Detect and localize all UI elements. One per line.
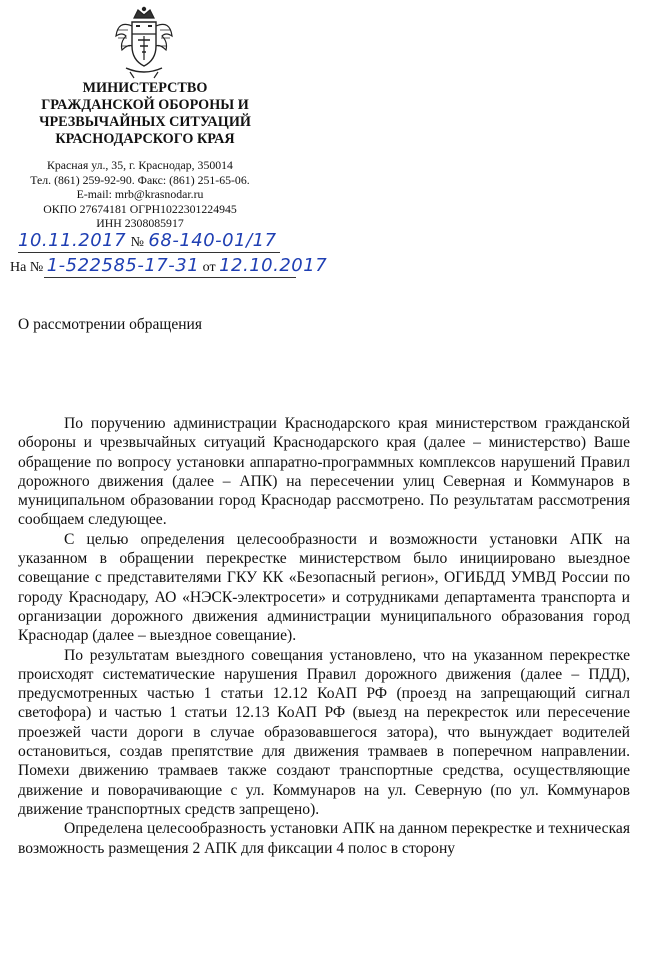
incoming-date: 12.10.2017 <box>219 255 328 276</box>
ministry-contacts <box>8 158 272 231</box>
body-paragraph: По поручению администрации Краснодарского края министерством гражданской обороны и чрезвычайных ситуаций Краснодарского края (далее – министерство) Ваше обращение по вопросу установки аппаратно-программных комплексов нарушений Правил дорожного движения (далее – АПК) на пересечении улиц Северная и Коммунаров в муниципальном образовании город Краснодар рассмотрено. По результатам рассмотрения сообщаем следующее. <box>18 415 630 529</box>
inn-line: ИНН 2308085917 <box>96 216 184 231</box>
address-line: Красная ул., 35, г. Краснодар, 350014 <box>47 158 233 172</box>
outgoing-underline <box>18 252 280 253</box>
ministry-name-line: МИНИСТЕРСТВО <box>82 80 208 96</box>
incoming-from-label: от <box>202 260 216 275</box>
outgoing-number: 68-140-01/17 <box>148 230 277 251</box>
body-paragraph: С целью определения целесообразности и возможности установки АПК на указанном в обращении перекрестке министерством было инициировано выездное совещание с представителями ГКУ КК «Безопасный регион», ОГИБДД УМВД России по городу Краснодару, АО «НЭСК-электросети» и сотрудниками департамента транспорта и организации дорожного движения администрации муниципального образования город Краснодар (далее – выездное совещание). <box>18 530 630 645</box>
letter-body <box>18 414 630 858</box>
incoming-underline <box>44 277 296 278</box>
body-paragraph: Определена целесообразность установки АПК на данном перекрестке и техническая возможность размещения 2 АПК для фиксации 4 полос в сторону <box>18 820 630 857</box>
ministry-name-line: ГРАЖДАНСКОЙ ОБОРОНЫ И <box>41 97 249 113</box>
okpo-ogrn-line: ОКПО 27674181 ОГРН1022301224945 <box>43 201 237 216</box>
letter-subject: О рассмотрении обращения <box>18 316 202 333</box>
ministry-name-line: ЧРЕЗВЫЧАЙНЫХ СИТУАЦИЙ <box>39 114 251 130</box>
body-paragraph: По результатам выездного совещания установлено, что на указанном перекрестке происходят систематические нарушения Правил дорожного движения (далее – ПДД), предусмотренных частью 1 статьи 12.12 КоАП РФ (проезд на запрещающий сигнал светофора) и частью 1 статьи 12.13 КоАП РФ (выезд на перекресток или пересечение проезжей части дороги в случае образовавшегося затора), что вынуждает водителей остановиться, создав препятствие для движения трамваев в поперечном направлении. Помехи движению трамваев также создают транспортные средства, осуществляющие движение и поворачивающие с ул. Коммунаров на ул. Северную (по ул. Коммунаров движение транспортных средств запрещено). <box>18 646 630 818</box>
incoming-number: 1-522585-17-31 <box>46 255 200 276</box>
outgoing-registration <box>18 230 278 254</box>
incoming-number-label: На № <box>10 260 44 275</box>
phone-fax-line: Тел. (861) 259-92-90. Факс: (861) 251-65-06. <box>30 172 250 187</box>
ministry-name-line: КРАСНОДАРСКОГО КРАЯ <box>55 131 235 147</box>
coat-of-arms-icon <box>112 6 176 80</box>
ministry-name <box>20 80 270 148</box>
email-line: E-mail: mrb@krasnodar.ru <box>76 187 204 202</box>
outgoing-number-label: № <box>130 235 144 250</box>
outgoing-date: 10.11.2017 <box>18 230 127 251</box>
